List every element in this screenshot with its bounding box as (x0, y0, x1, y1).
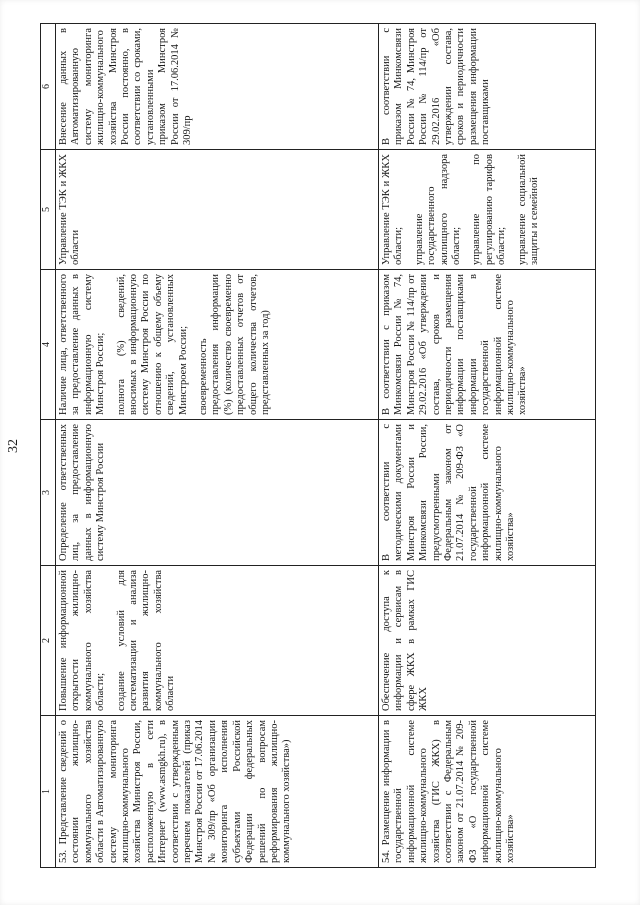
cell-deadline: В соответствии с приказом Минкомсвязи России № 74, Минстроя России № 114/пр от 29.02.2016 «Об утверждении состава, сроков и периодичности размещения информации поставщиками (379, 24, 596, 150)
cell-method: В соответствии с методическими документами Минстроя России и Минкомсвязи России, предусмотренными Федеральным законом от 21.07.2014 № 209-ФЗ «О государственной информационной системе жилищно-коммунального хозяйства» (379, 420, 596, 566)
col-header-2: 2 (41, 566, 56, 716)
responsible-line: управление социальной защиты и семейной (516, 154, 541, 265)
page-number: 32 (6, 439, 21, 453)
table-row (379, 24, 596, 868)
rotated-table-area (6, 24, 610, 868)
cell-responsible (379, 150, 596, 270)
goal-line: создание условий для систематизации и анализа развития жилищно-коммунального хозяйства области (115, 570, 177, 711)
col-header-4: 4 (41, 270, 56, 420)
col-header-3: 3 (41, 420, 56, 566)
indicator-line: полнота (%) сведений, вносимых в информационную систему Минстроя России по отношению к общему объему сведений, установленных Минстроем России; (115, 274, 189, 415)
goal-line: Повышение информационной открытости жилищно-коммунального хозяйства области; (58, 570, 107, 711)
cell-method: Определение ответственных лиц, за предоставление данных в информационную систему Минстроя России (56, 420, 379, 566)
cell-goal (56, 566, 379, 716)
cell-indicators: В соответствии с приказом Минкомсвязи России № 74, Минстроя России № 114/пр от 29.02.2016 «Об утверждении состава, сроков и периодичности размещения информации поставщиками информации в государственной информационной системе жилищно-коммунального хозяйства» (379, 270, 596, 420)
cell-measure: 54. Размещение информации в государственной информационной системе жилищно-коммунального хозяйства (ГИС ЖКХ) в соответствии с Федеральным законом от 21.07.2014 № 209-ФЗ «О государственной информационной системе жилищно-коммунального хозяйства» (379, 716, 596, 868)
indicator-line: своевременность предоставления информации (%) (количество своевременно предоставленных отчетов от общего количества отчетов, представленных за год) (198, 274, 272, 415)
responsible-line: Управление ТЭК и ЖКХ области; (381, 154, 405, 265)
cell-indicators (56, 270, 379, 420)
cell-responsible: Управление ТЭК и ЖКХ области (56, 150, 379, 270)
responsible-line: управление по регулированию тарифов области; (471, 154, 508, 265)
cell-deadline: Внесение данных в Автоматизированную систему мониторинга жилищно-коммунального хозяйства Минстроя России постоянно, в соответствии со сроками, установленными приказом Минстроя России от 17.06.2014 № 309/пр (56, 24, 379, 150)
col-header-6: 6 (41, 24, 56, 150)
responsible-line: управление государственного жилищного надзора области; (413, 154, 463, 265)
header-row (41, 24, 56, 868)
col-header-5: 5 (41, 150, 56, 270)
table-row (56, 24, 379, 868)
cell-measure: 53. Представление сведений о состоянии жилищно-коммунального хозяйства области в Автоматизированную систему мониторинга жилищно-коммунального хозяйства Министроя России, расположенную в сети Интернет (www.asmgkh.ru), в соответствии с утвержденным перечнем показателей (приказ Минстроя России от 17.06.2014 № 309/пр «Об организации мониторинга исполнения субъектами Российской Федерации федеральных решений по вопросам реформирования жилищно-коммунального хозяйства») (56, 716, 379, 868)
cell-goal: Обеспечение доступа к информации и сервисам в сфере ЖКХ в рамках ГИС ЖКХ (379, 566, 596, 716)
indicator-line: Наличие лица, ответственного за предоставление данных в информационную систему Минстроя России; (58, 274, 107, 415)
col-header-1: 1 (41, 716, 56, 868)
measures-table (40, 23, 596, 868)
